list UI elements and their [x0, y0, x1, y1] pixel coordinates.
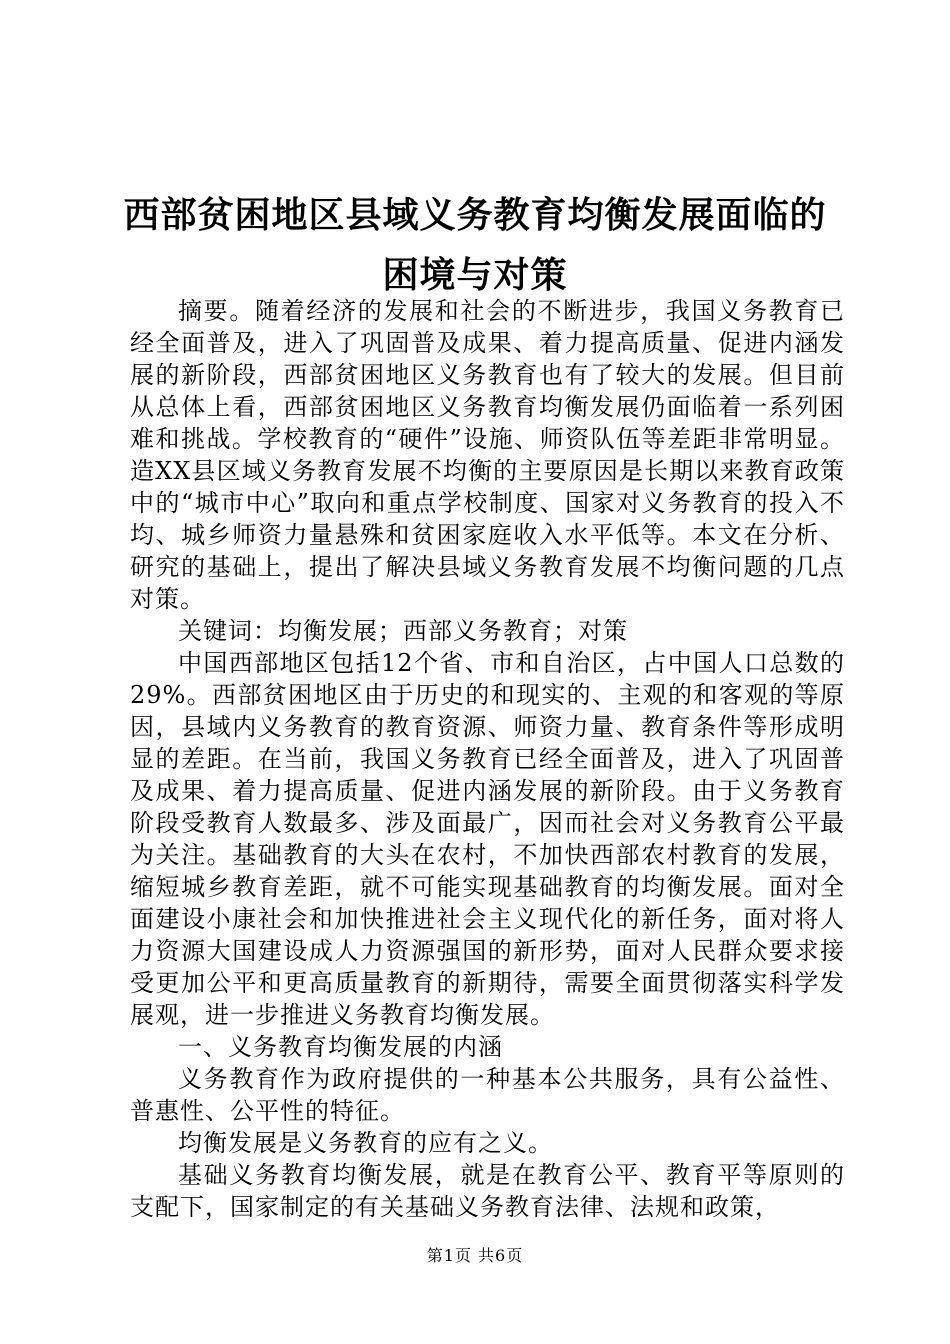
page-footer: 第1页 共6页 [426, 1246, 524, 1265]
keywords-paragraph: 关键词：均衡发展；西部义务教育；对策 [178, 617, 628, 645]
body-paragraph: 基础义务教育均衡发展，就是在教育公平、教育平等原则的支配下，国家制定的有关基础义务教育法律、法规和政策， [130, 1161, 845, 1221]
document-body [130, 295, 845, 1223]
document-title: 西部贫困地区县域义务教育均衡发展面临的困境与对策 [123, 194, 827, 296]
intro-paragraph: 中国西部地区包括12个省、市和自治区，占中国人口总数的29%。西部贫困地区由于历史的和现实的、主观的和客观的等原因，县域内义务教育的教育资源、师资力量、教育条件等形成明显的差距。在当前，我国义务教育已经全面普及，进入了巩固普及成果、着力提高质量、促进内涵发展的新阶段。由于义务教育阶段受教育人数最多、涉及面最广，因而社会对义务教育公平最为关注。基础教育的大头在农村，不加快西部农村教育的发展，缩短城乡教育差距，就不可能实现基础教育的均衡发展。面对全面建设小康社会和加快推进社会主义现代化的新任务，面对将人力资源大国建设成人力资源强国的新形势，面对人民群众要求接受更加公平和更高质量教育的新期待，需要全面贯彻落实科学发展观，进一步推进义务教育均衡发展。 [130, 649, 845, 1029]
body-paragraph: 均衡发展是义务教育的应有之义。 [178, 1129, 553, 1157]
body-paragraph: 义务教育作为政府提供的一种基本公共服务，具有公益性、普惠性、公平性的特征。 [130, 1065, 845, 1125]
abstract-paragraph: 摘要。随着经济的发展和社会的不断进步，我国义务教育已经全面普及，进入了巩固普及成果、着力提高质量、促进内涵发展的新阶段，西部贫困地区义务教育也有了较大的发展。但目前从总体上看，西部贫困地区义务教育均衡发展仍面临着一系列困难和挑战。学校教育的“硬件”设施、师资队伍等差距非常明显。造XX县区域义务教育发展不均衡的主要原因是长期以来教育政策中的“城市中心”取向和重点学校制度、国家对义务教育的投入不均、城乡师资力量悬殊和贫困家庭收入水平低等。本文在分析、研究的基础上，提出了解决县域义务教育发展不均衡问题的几点对策。 [130, 297, 845, 613]
section-heading: 一、义务教育均衡发展的内涵 [178, 1033, 503, 1061]
